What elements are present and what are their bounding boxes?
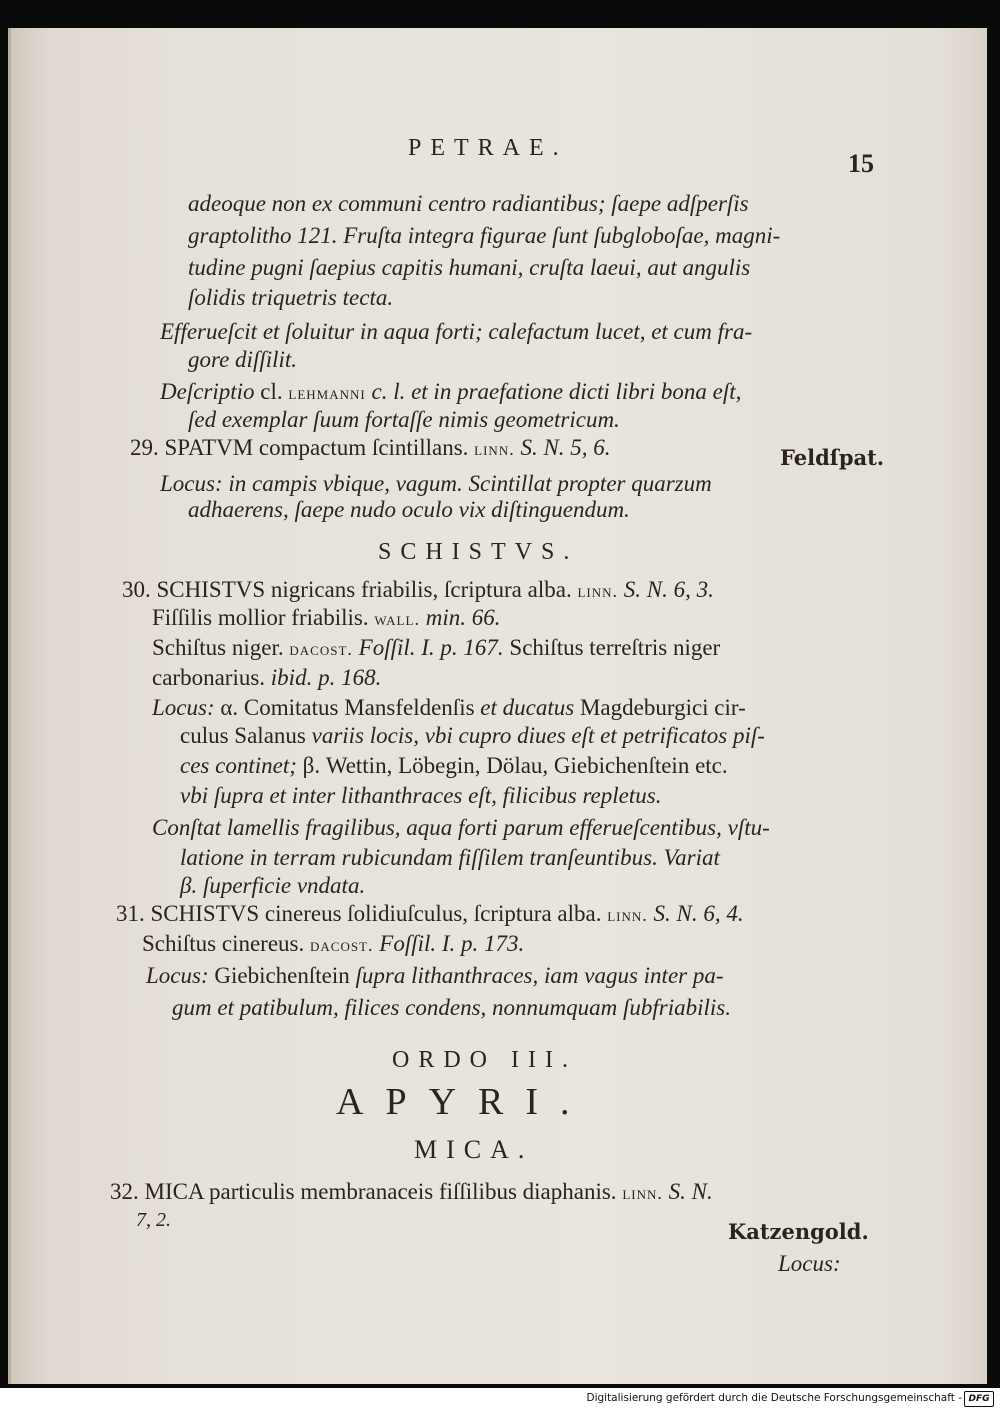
text-line: tudine pugni ſaepius capitis humani, cruſta laeui, aut angulis [188, 255, 751, 280]
text-run: c. l. et in praefatione dicti libri bona eſt, [365, 379, 742, 404]
text-line: Efferueſcit et ſoluitur in aqua forti; calefactum lucet, et cum fra- [160, 319, 753, 344]
entry-heading [130, 434, 611, 463]
text-line [160, 378, 741, 408]
author-abbrev: linn. [607, 905, 648, 925]
text-line: ſolidis triquetris tecta. [188, 285, 394, 310]
text-line: gore diſſilit. [188, 347, 298, 372]
text-run: carbonarius. [152, 665, 271, 690]
text-line: vbi ſupra et inter lithanthraces eſt, filicibus repletus. [180, 783, 662, 808]
author-abbrev: linn. [577, 581, 618, 601]
text-run: β. Wettin, Löbegin, Dölau, Giebichenſtein etc. [302, 753, 728, 778]
text-line: Conſtat lamellis fragilibus, aqua forti parum efferueſcentibus, vſtu- [152, 815, 770, 840]
text-line [142, 930, 524, 959]
text-run: 29. SPATVM compactum ſcintillans. [130, 435, 475, 460]
author-abbrev: wall. [374, 609, 420, 629]
running-title: PETRAE. [408, 135, 568, 161]
text-line [180, 752, 728, 780]
text-line: graptolitho 121. Fruſta integra figurae ſunt ſubgloboſae, magni- [188, 223, 781, 248]
text-run: Giebichenſtein [214, 963, 356, 988]
author-name: lehmanni [288, 383, 366, 404]
text-run: 30. SCHISTVS nigricans friabilis, ſcriptura alba. [122, 577, 578, 602]
text-line [146, 962, 724, 990]
text-run: ces continet; [180, 753, 303, 778]
author-abbrev: dacost. [289, 639, 353, 659]
text-run: cl. [254, 379, 289, 404]
text-run: Foſſil. I. p. 167. [352, 635, 504, 660]
class-heading: APYRI. [336, 1081, 592, 1123]
text-run: et ducatus [480, 695, 575, 720]
text-line [152, 664, 381, 692]
text-line: adeoque non ex communi centro radiantibus; ſaepe adſperſis [188, 191, 749, 216]
text-run: Locus: [152, 695, 221, 720]
author-abbrev: linn. [474, 439, 515, 459]
text-run: Schiſtus niger. [152, 635, 290, 660]
text-run: 31. SCHISTVS cinereus ſolidiuſculus, ſcriptura alba. [116, 901, 608, 926]
entry-heading [110, 1178, 713, 1207]
order-heading: ORDO III. [392, 1047, 577, 1073]
text-run: Magdeburgici cir- [574, 695, 746, 720]
text-line: adhaerens, ſaepe nudo oculo vix diſtinguendum. [188, 497, 630, 522]
author-abbrev: linn. [622, 1183, 663, 1203]
text-run: Schiſtus terreſtris niger [503, 635, 721, 660]
text-run: S. N. 6, 4. [647, 901, 744, 926]
entry-heading [116, 900, 744, 929]
footer-bar [0, 1388, 1000, 1410]
genus-heading: MICA. [414, 1135, 534, 1164]
page-number: 15 [848, 149, 874, 178]
text-run: variis locis, vbi cupro diues eſt et petrificatos piſ- [311, 723, 765, 748]
text-run: Schiſtus cinereus. [142, 931, 310, 956]
text-run: Foſſil. I. p. 173. [373, 931, 525, 956]
german-name: Katzengold. [728, 1219, 869, 1244]
text-line [152, 604, 500, 633]
catchword: Locus: [778, 1251, 841, 1276]
text-run: S. N. 5, 6. [514, 435, 611, 460]
funding-note: Digitalisierung gefördert durch die Deutsche Forschungsgemeinschaft - [586, 1392, 962, 1404]
text-line: β. ſuperficie vndata. [180, 873, 366, 898]
text-line: gum et patibulum, filices condens, nonnumquam ſubfriabilis. [172, 995, 731, 1020]
text-line [152, 634, 720, 663]
text-line: ſed exemplar ſuum fortaſſe nimis geometricum. [188, 407, 620, 432]
author-abbrev: dacost. [310, 935, 374, 955]
text-line: 7, 2. [136, 1209, 171, 1231]
text-run: ſupra lithanthraces, iam vagus inter pa- [355, 963, 724, 988]
text-run: 32. MICA particulis membranaceis fiſſilibus diaphanis. [110, 1179, 623, 1204]
text-run: culus Salanus [180, 723, 312, 748]
text-line [180, 722, 765, 750]
text-line [152, 694, 746, 722]
text-run: S. N. 6, 3. [618, 577, 714, 602]
dfg-logo-icon: DFG [964, 1391, 994, 1407]
text-run: Fiſſilis mollior friabilis. [152, 605, 375, 630]
text-line: latione in terram rubicundam fiſſilem tranſeuntibus. Variat [180, 845, 720, 870]
text-run: min. 66. [419, 605, 501, 630]
section-heading: SCHISTVS. [378, 539, 579, 565]
german-name: Feldſpat. [780, 445, 885, 470]
text-run: ibid. p. 168. [270, 665, 382, 690]
text-run: S. N. [662, 1179, 713, 1204]
text-run: Locus: [146, 963, 215, 988]
text-line: Locus: in campis vbique, vagum. Scintillat propter quarzum [160, 471, 712, 496]
text-run: Deſcriptio [160, 379, 255, 404]
entry-heading [122, 576, 714, 605]
text-run: α. Comitatus Mansfeldenſis [220, 695, 481, 720]
